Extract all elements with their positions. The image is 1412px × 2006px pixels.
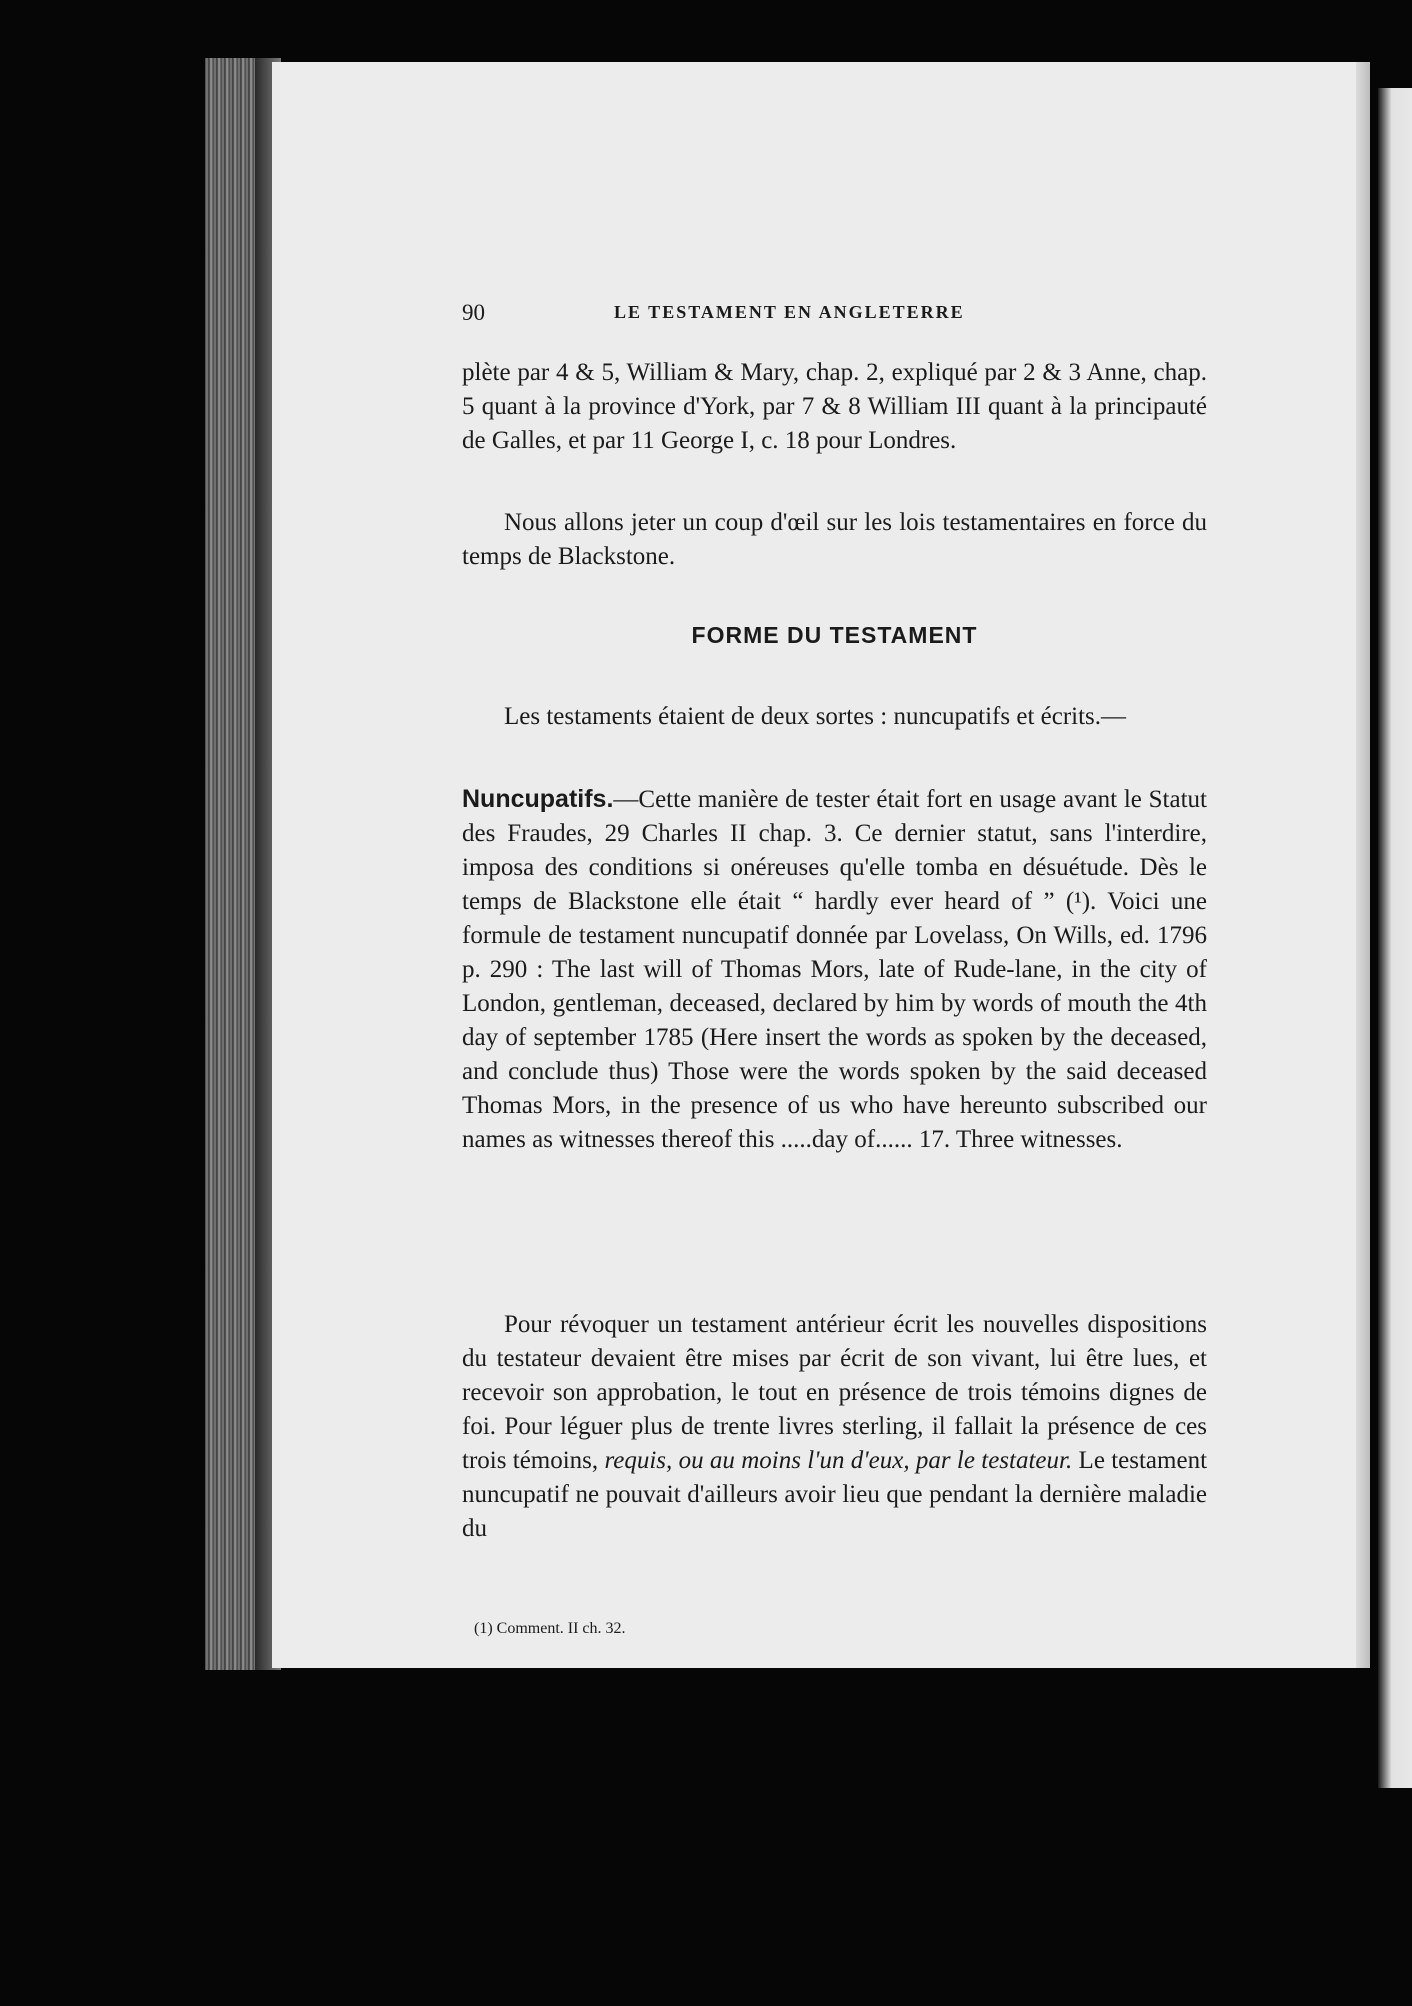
paragraph-5-start: Pour révoquer un testament antérieur écrit les nouvelles dispositions du testateur devaient être mises par écrit de son vivant, lui être lues, et recevoir son approbation, le tout en présence de trois témoins dignes de foi. Pour léguer plus de trente livres sterling, il fallait la présence de ces trois témoins,	[462, 1311, 1207, 1474]
section-heading: FORME DU TESTAMENT	[691, 622, 978, 648]
page-number: 90	[462, 300, 485, 325]
paragraph-5-end: Le testament nuncupatif ne pouvait d'ailleurs avoir lieu que pendant la dernière maladie du	[462, 1447, 1208, 1542]
paragraph-4-lead: Nuncupatifs.	[462, 785, 614, 813]
running-title: LE TESTAMENT EN ANGLETERRE	[614, 302, 965, 322]
paragraph-2: Nous allons jeter un coup d'œil sur les lois testamentaires en force du temps de Blackstone.	[462, 509, 1207, 570]
paragraph-4	[462, 782, 1207, 1157]
paragraph-4-text: —Cette manière de tester était fort en usage avant le Statut des Fraudes, 29 Charles II chap. 3. Ce dernier statut, sans l'interdire, imposa des conditions si onéreuses qu'elle tomba en désuétude. Dès le temps de Blackstone elle était “ hardly ever heard of ” (¹). Voici une formule de testament nuncupatif donnée par Lovelass, On Wills, ed. 1796 p. 290 : The last will of Thomas Mors, late of Rude-lane, in the city of London, gentleman, deceased, declared by him by words of mouth the 4th day of september 1785 (Here insert the words as spoken by the deceased, and conclude thus) Those were the words spoken by the said deceased Thomas Mors, in the presence of us who have hereunto subscribed our names as witnesses thereof this .....day of...... 17. Three witnesses.	[462, 786, 1207, 1153]
paragraph-3: Les testaments étaient de deux sortes : nuncupatifs et écrits.—	[504, 703, 1127, 730]
paragraph-5	[462, 1308, 1207, 1546]
paragraph-5-italic: requis, ou au moins l'un d'eux, par le testateur.	[604, 1447, 1073, 1474]
page-header	[462, 300, 1207, 330]
facing-page-edge	[1378, 88, 1412, 1788]
footnote: (1) Comment. II ch. 32.	[474, 1620, 626, 1637]
paragraph-1: plète par 4 & 5, William & Mary, chap. 2, expliqué par 2 & 3 Anne, chap. 5 quant à la province d'York, par 7 & 8 William III quant à la principauté de Galles, et par 11 George I, c. 18 pour Londres.	[462, 359, 1207, 454]
